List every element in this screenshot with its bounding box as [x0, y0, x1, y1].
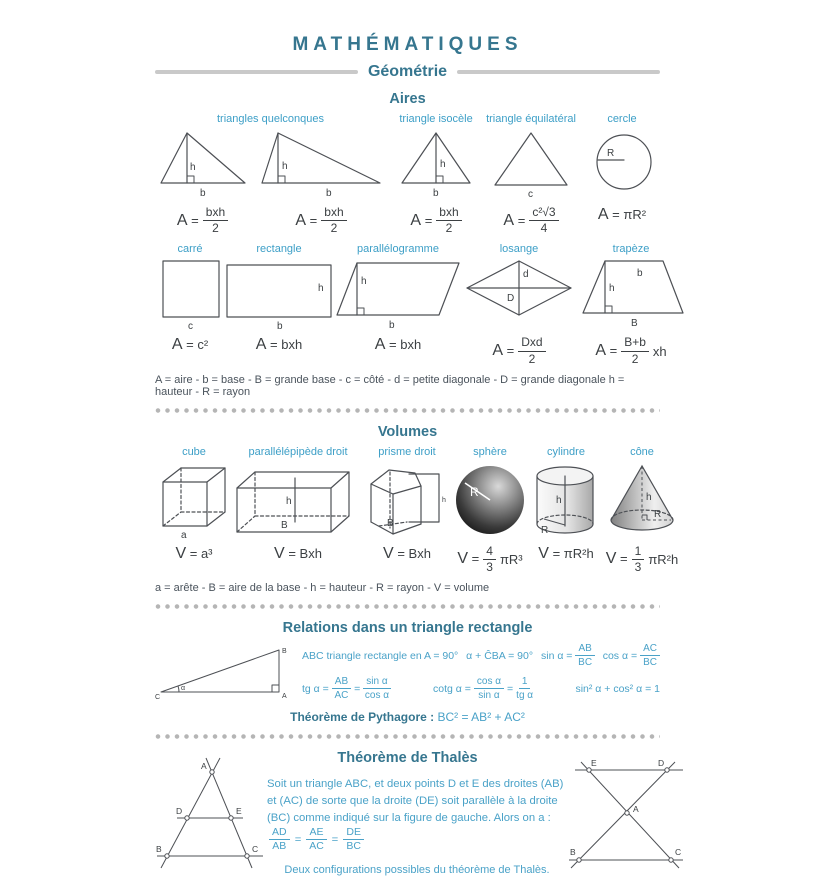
thales-content [155, 758, 682, 876]
shape-triangles-quelconques [155, 113, 386, 235]
volumes-row [155, 445, 679, 574]
formula-sphere: V = $\frac{4}{3}$ πR³ [457, 543, 523, 574]
formula-trapeze: A = $\frac{B+b}{2}$ xh [595, 335, 667, 366]
shape-trapeze [575, 243, 687, 365]
shape-label: cube [182, 445, 206, 458]
shape-cylindre [529, 446, 603, 563]
formula-cercle: A = πR² [597, 206, 647, 223]
shape-rectangle [225, 243, 333, 354]
b-label: b [637, 268, 643, 280]
sphere-figure [451, 460, 529, 540]
divider-rule-right [457, 70, 660, 74]
section-heading-aires: Aires [389, 91, 426, 107]
h-label: h [282, 161, 288, 172]
shape-losange [463, 243, 575, 365]
A-label: A [633, 804, 639, 815]
shape-label: parallélépipède droit [248, 445, 348, 458]
section-heading-thales: Théorème de Thalès [337, 750, 478, 767]
h-label: h [609, 283, 615, 295]
formula-sin: sin α = $\frac{AB}{BC}$ [541, 643, 595, 668]
shape-label: rectangle [256, 243, 302, 256]
formula-losange: A = $\frac{\text{Dxd}}{2}$ [492, 336, 545, 365]
formula-sin2-cos2: sin² α + cos² α = 1 [575, 682, 660, 695]
carre-figure [155, 257, 225, 331]
formula-rectangle-en-A: ABC triangle rectangle en A = 90° [302, 649, 459, 662]
prisme-figure [363, 460, 451, 540]
shape-label: cercle [607, 113, 637, 125]
b-label: b [389, 320, 395, 332]
aires-row-1 [155, 113, 660, 235]
h-label: h [442, 496, 446, 504]
thales-caption: Deux configurations possibles du théorème de Thalès. [284, 864, 550, 876]
b-label: b [433, 188, 439, 199]
thales-body: Soit un triangle ABC, et deux points D et E des droites (AB) et (AC) de sorte que la droite (DE) soit parallèle à la droite (BC) comme indiqué sur la figure de gauche. Alors on a : $\frac{AD}{AB}$ = $\frac{AE}{AC}$ = $\frac{DE}{BC}$ [267, 778, 564, 853]
aires-legend: A = aire - b = base - B = grande base - c = côté - d = petite diagonale - D = grande diagonale h = hauteur - R = rayon [155, 373, 625, 398]
formula-cylindre: V = πR²h [538, 544, 594, 562]
formula-cotg: cotg α = $\frac{\text{cos α}}{\text{sin α}}$ = $\frac{1}{\text{tg α}}$ [433, 676, 534, 702]
h-label: h [190, 162, 196, 173]
D-label: D [176, 806, 183, 817]
R-label: R [654, 508, 662, 520]
B-label: B [281, 519, 288, 531]
section-heading-relations: Relations dans un triangle rectangle [282, 620, 533, 637]
c-label: c [188, 321, 193, 333]
shape-triangle-isocele [394, 113, 478, 235]
shape-parallelogramme [333, 243, 463, 354]
B-label: B [282, 648, 287, 656]
D-label: D [658, 758, 665, 769]
alpha-label: α [181, 685, 186, 693]
pythagore-line [155, 710, 660, 724]
E-label: E [591, 758, 597, 769]
B-label: B [631, 318, 638, 330]
dotted-divider [155, 733, 660, 740]
formula-rectangle: A = bxh [255, 336, 303, 354]
shape-label: parallélogramme [357, 243, 439, 256]
formula-tg: tg α = $\frac{AB}{AC}$ = $\frac{\text{sin α}}{\text{cos α}}$ [302, 676, 390, 702]
C-label: C [155, 694, 161, 702]
subtitle-row [155, 63, 660, 81]
shape-label: cylindre [547, 445, 585, 458]
shape-carre [155, 243, 225, 354]
right-triangle-figure [155, 642, 290, 702]
shape-sphere [451, 446, 529, 574]
trapeze-figure [575, 257, 687, 331]
shape-cercle [584, 113, 660, 224]
shape-triangle-equilateral [486, 113, 576, 235]
formula-equilateral: A = $\frac{\text{c²√3}}{4}$ [503, 206, 558, 235]
h-label: h [318, 283, 324, 295]
reference-sheet [155, 0, 682, 876]
h-label: h [361, 276, 367, 288]
cone-figure [603, 460, 681, 540]
thales-figure-right [567, 756, 687, 874]
triangle-isocele-figure [394, 127, 478, 201]
shape-label: carré [177, 243, 203, 256]
page-subtitle: Géométrie [367, 63, 448, 80]
shape-label: triangle équilatéral [486, 113, 576, 125]
pythagore-formula: BC² = AB² + AC² [437, 710, 525, 725]
triangle-equilateral-figure [489, 127, 573, 201]
shape-label: cône [630, 445, 654, 458]
formula-angles-sum: α + ĈBA = 90° [466, 649, 534, 662]
formula-triangle-1: A = $\frac{\text{bxh}}{2}$ [177, 206, 228, 235]
C-label: C [675, 847, 682, 858]
shape-label: trapèze [612, 243, 650, 256]
formula-prisme: V = Bxh [383, 544, 431, 562]
h-label: h [440, 159, 446, 170]
shape-label: triangle isocèle [399, 113, 473, 125]
cercle-figure [584, 127, 660, 201]
dotted-divider [155, 407, 660, 414]
shape-cube [155, 446, 233, 563]
shape-label: losange [499, 243, 539, 256]
relations-content [155, 642, 660, 702]
R-label: R [470, 484, 479, 499]
a-label: a [181, 529, 187, 541]
h-label: h [556, 494, 562, 506]
cube-figure [155, 460, 233, 540]
formula-cone: V = $\frac{1}{3}$ πR²h [605, 543, 679, 574]
formula-carre: A = c² [171, 336, 209, 354]
formula-parallelogramme: A = bxh [374, 336, 422, 354]
R-label: R [606, 148, 615, 159]
R-label: R [541, 524, 549, 536]
formula-isocele: A = $\frac{\text{bxh}}{2}$ [410, 206, 461, 235]
shape-label: prisme droit [378, 445, 436, 458]
formula-parallelepipede: V = Bxh [274, 544, 322, 562]
rectangle-figure [225, 257, 333, 331]
divider-rule-left [155, 70, 358, 74]
formula-triangle-2: A = $\frac{\text{bxh}}{2}$ [295, 206, 346, 235]
parallelogramme-figure [333, 257, 463, 331]
relations-row-2 [302, 676, 660, 701]
formula-cos: cos α = $\frac{AC}{BC}$ [603, 643, 660, 668]
b-label: b [200, 188, 206, 199]
B-label: B [156, 844, 162, 855]
c-label: c [528, 189, 533, 200]
cylindre-figure [529, 460, 603, 540]
shape-label: triangles quelconques [216, 113, 325, 125]
pythagore-label: Théorème de Pythagore : [290, 710, 435, 725]
volumes-legend: a = arête - B = aire de la base - h = hauteur - R = rayon - V = volume [155, 582, 490, 595]
page-title: MATHÉMATIQUES [292, 34, 523, 55]
shape-parallelepipede [233, 446, 363, 563]
A-label: A [282, 693, 287, 701]
dotted-divider [155, 603, 660, 610]
h-label: h [286, 495, 292, 507]
b-label: b [326, 188, 332, 199]
E-label: E [236, 806, 242, 817]
B-label: B [570, 847, 576, 858]
A-label: A [201, 761, 207, 772]
triangle-quelconque-1-figure [155, 127, 250, 201]
aires-row-2 [155, 243, 667, 366]
D-label: D [507, 293, 515, 305]
h-label: h [646, 491, 652, 503]
triangle-quelconque-2-figure [256, 127, 386, 201]
shape-prisme [363, 446, 451, 563]
C-label: C [252, 844, 259, 855]
formula-cube: V = a³ [175, 544, 213, 562]
thales-figure-left [155, 756, 267, 874]
d-label: d [523, 269, 529, 281]
parallelepipede-figure [233, 460, 363, 540]
B-label: B [387, 517, 394, 529]
b-label: b [277, 321, 283, 333]
losange-figure [463, 257, 575, 331]
shape-cone [603, 446, 681, 574]
relations-row-1 [302, 643, 660, 668]
shape-label: sphère [473, 445, 507, 458]
section-heading-volumes: Volumes [377, 423, 438, 440]
